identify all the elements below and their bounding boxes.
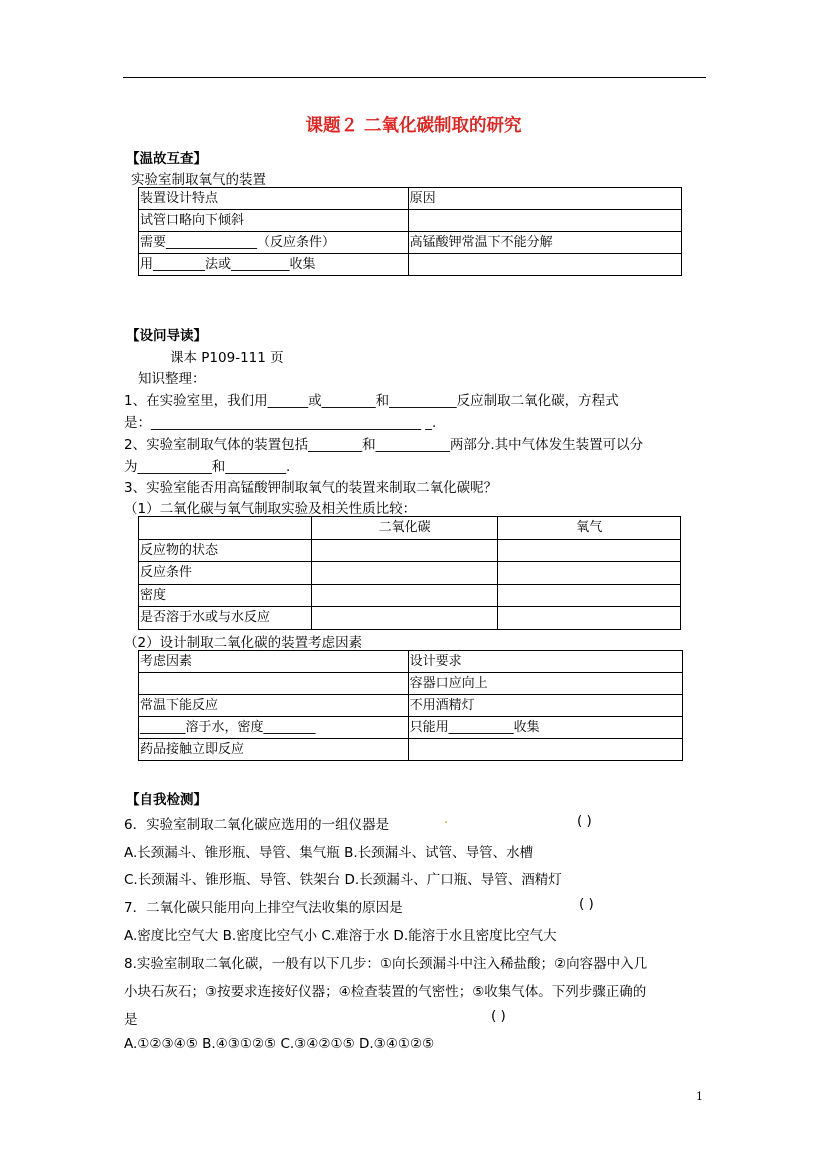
- co2-apparatus-design-table: [138, 650, 683, 761]
- review-intro: 实验室制取氧气的装置: [131, 172, 266, 188]
- table-cell: 反应物的状态: [139, 539, 312, 562]
- table-cell: 密度: [139, 584, 312, 607]
- table-cell: 装置设计特点: [139, 188, 409, 210]
- table-cell: 不用酒精灯: [408, 695, 682, 717]
- table-cell: [498, 584, 681, 607]
- table-row: [139, 517, 681, 540]
- table-cell: [311, 562, 498, 585]
- question-7-options: A.密度比空气大 B.密度比空气小 C.难溶于水 D.能溶于水且密度比空气大: [124, 928, 557, 944]
- question-3: 3、实验室能否用高锰酸钾制取氧气的装置来制取二氧化碳呢？: [124, 480, 498, 496]
- table-cell: 需要______________（反应条件）: [139, 232, 409, 254]
- table-cell: 常温下能反应: [139, 695, 409, 717]
- question-8-answer-blank: ( ): [491, 1008, 506, 1024]
- table-cell: 设计要求: [408, 651, 682, 673]
- question-1-line-1: 1、在实验室里，我们用______或________和__________反应制取二氧化碳，方程式: [124, 393, 619, 409]
- table-row: [139, 232, 682, 254]
- table-cell: 反应条件: [139, 562, 312, 585]
- table-cell: [311, 584, 498, 607]
- knowledge-summary-label: 知识整理：: [138, 371, 206, 387]
- question-6-answer-blank: ( ): [577, 813, 592, 829]
- page-title: 课题２ 二氧化碳制取的研究: [305, 116, 522, 136]
- table-cell: [498, 607, 681, 630]
- table-cell: [408, 739, 682, 761]
- page-number: 1: [696, 1090, 703, 1103]
- table-row: [139, 739, 683, 761]
- oxygen-apparatus-table: [138, 187, 682, 276]
- table-cell: 是否溶于水或与水反应: [139, 607, 312, 630]
- table-cell: _______溶于水，密度________: [139, 717, 409, 739]
- question-8-options: A.①②③④⑤ B.④③①②⑤ C.③④②①⑤ D.③④①②⑤: [124, 1036, 435, 1052]
- table-row: [139, 539, 681, 562]
- self-test-heading: 【自我检测】: [126, 792, 207, 808]
- table-cell: 原因: [408, 188, 681, 210]
- table-cell: 考虑因素: [139, 651, 409, 673]
- question-2-line-1: 2、实验室制取气体的装置包括________和___________两部分.其中气体发生装置可以分: [124, 437, 644, 453]
- question-8-line-1: 8.实验室制取二氧化碳，一般有以下几步：①向长颈漏斗中注入稀盐酸；②向容器中入几: [124, 956, 648, 972]
- question-8-line-3: 是: [124, 1012, 138, 1028]
- table-row: [139, 210, 682, 232]
- question-8-line-2: 小块石灰石；③按要求连接好仪器；④检查装置的气密性；⑤收集气体。下列步骤正确的: [124, 984, 647, 1000]
- table-cell: [311, 607, 498, 630]
- table-row: [139, 562, 681, 585]
- table-row: [139, 607, 681, 630]
- guide-heading: 【设问导读】: [126, 328, 207, 344]
- table-row: [139, 188, 682, 210]
- co2-o2-comparison-table: [138, 516, 681, 630]
- header-rule: [123, 77, 706, 78]
- table-cell: [311, 539, 498, 562]
- table-header-o2: 氧气: [498, 517, 681, 540]
- subquestion-1: （1）二氧化碳与氧气制取实验及相关性质比较：: [124, 501, 417, 517]
- table-cell: 试管口略向下倾斜: [139, 210, 409, 232]
- table-row: [139, 717, 683, 739]
- question-6-options-ab: A.长颈漏斗、锥形瓶、导管、集气瓶 B.长颈漏斗、试管、导管、水槽: [124, 845, 534, 861]
- question-6: 6．实验室制取二氧化碳应选用的一组仪器是: [124, 817, 390, 833]
- question-7-answer-blank: ( ): [579, 896, 594, 912]
- table-cell: 药品接触立即反应: [139, 739, 409, 761]
- table-cell: 高锰酸钾常温下不能分解: [408, 232, 681, 254]
- subquestion-2: （2）设计制取二氧化碳的装置考虑因素: [124, 635, 363, 651]
- table-row: [139, 254, 682, 276]
- question-7: 7．二氧化碳只能用向上排空气法收集的原因是: [124, 900, 403, 916]
- question-1-line-2: 是：________________________________________ _.: [124, 415, 437, 431]
- table-row: [139, 651, 683, 673]
- textbook-pages: 课本 P109-111 页: [170, 350, 284, 366]
- table-cell: [139, 517, 312, 540]
- table-cell: 用________法或_________收集: [139, 254, 409, 276]
- table-row: [139, 584, 681, 607]
- question-6-options-cd: C.长颈漏斗、锥形瓶、导管、铁架台 D.长颈漏斗、广口瓶、导管、酒精灯: [124, 872, 562, 888]
- question-6-mark: .: [444, 811, 449, 827]
- table-header-co2: 二氧化碳: [311, 517, 498, 540]
- table-cell: [498, 562, 681, 585]
- table-cell: [498, 539, 681, 562]
- question-2-line-2: 为___________和_________.: [124, 459, 291, 475]
- table-cell: [139, 673, 409, 695]
- table-cell: [408, 254, 681, 276]
- table-row: [139, 673, 683, 695]
- table-row: [139, 695, 683, 717]
- table-cell: 只能用__________收集: [408, 717, 682, 739]
- table-cell: 容器口应向上: [408, 673, 682, 695]
- table-cell: [408, 210, 681, 232]
- review-heading: 【温故互查】: [126, 151, 207, 167]
